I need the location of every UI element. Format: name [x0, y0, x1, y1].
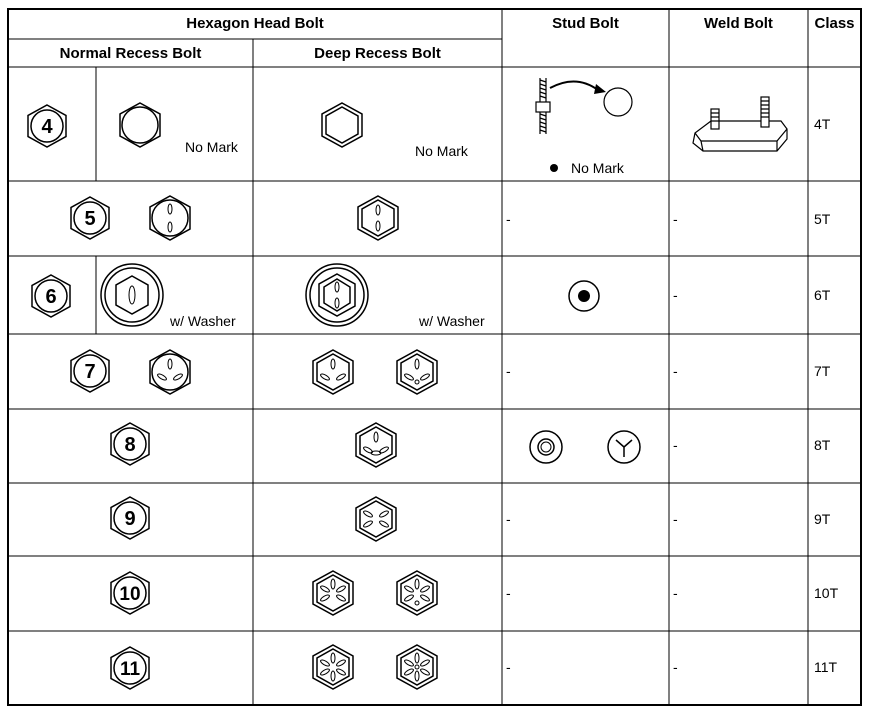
bolt-number-8: 8: [124, 434, 136, 456]
bolt-number-11: 11: [119, 659, 141, 680]
stud-dot-mark-icon: [567, 279, 601, 313]
plain-bolt-head-deep-icon: [318, 101, 366, 149]
stud-dash-5t: -: [506, 211, 511, 227]
class-9t: 9T: [814, 511, 831, 527]
weld-dash-10t: -: [673, 585, 678, 601]
hex-bolt-head-4-icon: [25, 103, 69, 149]
stud-ring-mark-icon: [528, 429, 564, 465]
stud-mark-bullet-icon: [549, 163, 559, 173]
bolt-number-5: 5: [84, 208, 96, 230]
hex-bolt-head-9-icon: [108, 495, 152, 541]
class-8t: 8T: [814, 437, 831, 453]
class-11t: 11T: [814, 659, 838, 675]
hex-bolt-head-8-icon: [108, 421, 152, 467]
stud-bolt-icon: [526, 76, 638, 140]
hex-bolt-head-11-icon: [108, 645, 152, 691]
bolt-number-7: 7: [84, 361, 96, 383]
mark-bolt-head-10-deep-b-icon: [393, 569, 441, 617]
stud-dash-11t: -: [506, 659, 511, 675]
mark-bolt-head-7-deep-b-icon: [393, 348, 441, 396]
mark-bolt-head-5-deep-icon: [354, 194, 402, 242]
mark-bolt-head-8-deep-icon: [352, 421, 400, 469]
mark-bolt-head-5-normal-icon: [147, 194, 193, 242]
mark-bolt-head-11-deep-a-icon: [309, 643, 357, 691]
bolt-number-10: 10: [119, 584, 141, 605]
weld-dash-5t: -: [673, 211, 678, 227]
bolt-number-4: 4: [41, 116, 53, 138]
stud-y-mark-icon: [606, 429, 642, 465]
header-stud-bolt: Stud Bolt: [552, 15, 619, 32]
washer-bolt-head-deep-icon: [304, 262, 370, 328]
normal-note-no-mark: No Mark: [185, 139, 238, 155]
deep-note-no-mark: No Mark: [415, 143, 468, 159]
bolt-number-9: 9: [124, 508, 136, 530]
mark-bolt-head-7-normal-icon: [147, 348, 193, 396]
header-hexagon-head-bolt: Hexagon Head Bolt: [186, 15, 324, 32]
header-normal-recess-bolt: Normal Recess Bolt: [59, 45, 202, 62]
weld-dash-6t: -: [673, 287, 678, 303]
class-4t: 4T: [814, 116, 831, 132]
hex-bolt-head-6-icon: [29, 273, 73, 319]
stud-note-no-mark: No Mark: [571, 160, 624, 176]
class-7t: 7T: [814, 363, 831, 379]
bolt-number-6: 6: [45, 286, 57, 308]
weld-dash-8t: -: [673, 437, 678, 453]
stud-dash-9t: -: [506, 511, 511, 527]
class-10t: 10T: [814, 585, 839, 601]
weld-dash-11t: -: [673, 659, 678, 675]
stud-dash-7t: -: [506, 363, 511, 379]
mark-bolt-head-11-deep-b-icon: [393, 643, 441, 691]
header-weld-bolt: Weld Bolt: [704, 15, 773, 32]
header-deep-recess-bolt: Deep Recess Bolt: [314, 45, 441, 62]
deep-note-washer: w/ Washer: [419, 313, 485, 329]
class-6t: 6T: [814, 287, 831, 303]
mark-bolt-head-7-deep-a-icon: [309, 348, 357, 396]
mark-bolt-head-10-deep-a-icon: [309, 569, 357, 617]
hex-bolt-head-5-icon: [68, 195, 112, 241]
washer-bolt-head-normal-icon: [99, 262, 165, 328]
weld-dash-7t: -: [673, 363, 678, 379]
stud-dash-10t: -: [506, 585, 511, 601]
hex-bolt-head-7-icon: [68, 348, 112, 394]
hex-bolt-head-10-icon: [108, 570, 152, 616]
plain-bolt-head-normal-icon: [117, 101, 163, 149]
mark-bolt-head-9-deep-icon: [352, 495, 400, 543]
normal-note-washer: w/ Washer: [170, 313, 236, 329]
class-5t: 5T: [814, 211, 831, 227]
weld-bolt-icon: [689, 95, 793, 155]
header-class: Class: [814, 15, 855, 32]
weld-dash-9t: -: [673, 511, 678, 527]
